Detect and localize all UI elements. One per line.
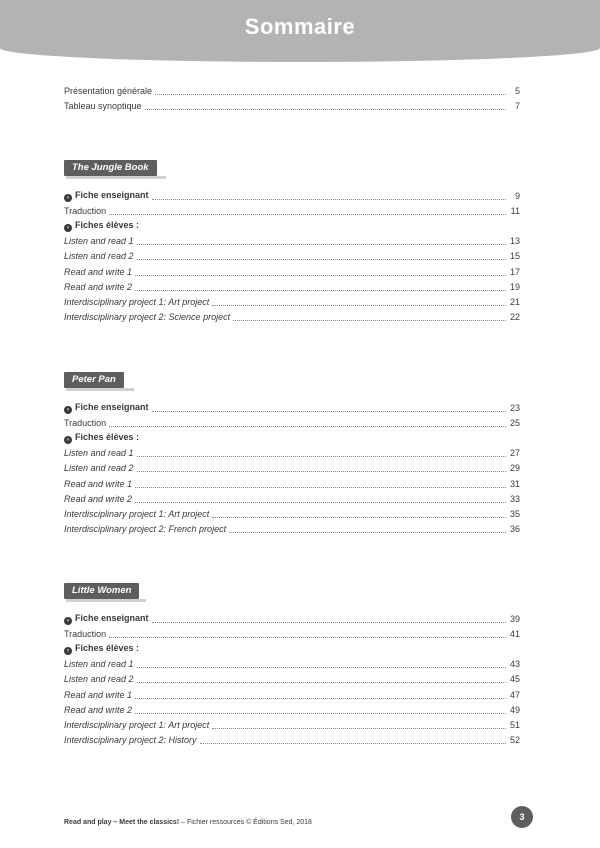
- dot-leader: [145, 108, 506, 110]
- dot-leader: [200, 742, 506, 744]
- arrow-right-icon: ›: [64, 617, 72, 625]
- toc-entry-label: Fiche enseignant: [75, 190, 149, 201]
- toc-entry[interactable]: [64, 670, 520, 685]
- page-title: Sommaire: [244, 14, 356, 39]
- toc-entry-page: 47: [509, 689, 520, 700]
- toc-subheading: [64, 217, 520, 232]
- toc-entry-label: Traduction: [64, 206, 107, 217]
- toc-entry-label: Read and write 2: [64, 281, 133, 292]
- toc-entry-label: Fiche enseignant: [75, 402, 149, 413]
- toc-entry[interactable]: [64, 459, 520, 474]
- toc-entry-page: 45: [509, 674, 520, 685]
- toc-entry[interactable]: [64, 247, 520, 262]
- dot-leader: [135, 712, 506, 714]
- toc-entry-label: Read and write 2: [64, 493, 133, 504]
- toc-entry-label: Read and write 1: [64, 266, 133, 277]
- toc-entry-page: 39: [509, 614, 520, 625]
- section-list-little-women: [64, 610, 520, 746]
- toc-entry-label: Interdisciplinary project 2: History: [64, 734, 197, 745]
- toc-entry-label: Read and write 2: [64, 704, 133, 715]
- toc-entry-page: 31: [509, 478, 520, 489]
- dot-leader: [135, 486, 506, 488]
- toc-entry-page: 23: [509, 403, 520, 414]
- dot-leader: [137, 681, 506, 683]
- toc-entry[interactable]: [64, 701, 520, 716]
- tag-underline: [66, 388, 134, 391]
- toc-entry[interactable]: [64, 685, 520, 700]
- toc-entry[interactable]: [64, 655, 520, 670]
- page-number-badge: 3: [511, 806, 533, 828]
- dot-leader: [109, 636, 506, 638]
- toc-entry[interactable]: [64, 625, 520, 640]
- toc-entry-label: Présentation générale: [64, 86, 153, 97]
- toc-entry[interactable]: [64, 232, 520, 247]
- toc-subheading-label: Fiches élèves :: [75, 220, 140, 231]
- toc-entry-label: Interdisciplinary project 2: Science project: [64, 311, 231, 322]
- dot-leader: [137, 666, 506, 668]
- toc-entry-page: 15: [509, 251, 520, 262]
- dot-leader: [233, 319, 506, 321]
- toc-entry[interactable]: [64, 505, 520, 520]
- footer-publisher: – Fichier ressources © Éditions Sed, 2018: [179, 819, 312, 826]
- section-list-peter-pan: [64, 399, 520, 535]
- toc-entry-page: 7: [514, 101, 520, 112]
- toc-entry-page: 41: [509, 629, 520, 640]
- toc-entry[interactable]: [64, 202, 520, 217]
- dot-leader: [229, 531, 506, 533]
- toc-entry[interactable]: [64, 293, 520, 308]
- page-header: [0, 0, 600, 62]
- toc-entry-label: Interdisciplinary project 1: Art project: [64, 508, 210, 519]
- toc-entry-page: 19: [509, 281, 520, 292]
- toc-entry[interactable]: [64, 716, 520, 731]
- dot-leader: [137, 470, 506, 472]
- toc-entry[interactable]: [64, 490, 520, 505]
- toc-entry[interactable]: [64, 399, 520, 414]
- tag-underline: [66, 176, 166, 179]
- toc-entry-label: Read and write 1: [64, 478, 133, 489]
- dot-leader: [152, 410, 506, 412]
- toc-entry[interactable]: [64, 731, 520, 746]
- footer-credit: [64, 819, 312, 826]
- dot-leader: [135, 289, 506, 291]
- arrow-right-icon: ›: [64, 194, 72, 202]
- toc-entry[interactable]: [64, 82, 520, 97]
- toc-entry[interactable]: [64, 97, 520, 112]
- toc-entry[interactable]: [64, 474, 520, 489]
- toc-entry-page: 13: [509, 236, 520, 247]
- dot-leader: [212, 304, 506, 306]
- toc-entry[interactable]: [64, 187, 520, 202]
- toc-entry[interactable]: [64, 308, 520, 323]
- toc-entry[interactable]: [64, 414, 520, 429]
- toc-entry-page: 51: [509, 719, 520, 730]
- toc-entry-page: 21: [509, 296, 520, 307]
- dot-leader: [109, 213, 506, 215]
- dot-leader: [109, 425, 506, 427]
- arrow-right-icon: ›: [64, 406, 72, 414]
- toc-entry-page: 52: [509, 734, 520, 745]
- dot-leader: [137, 258, 506, 260]
- dot-leader: [152, 621, 506, 623]
- toc-entry-page: 11: [510, 206, 520, 217]
- toc-entry-label: Tableau synoptique: [64, 101, 142, 112]
- toc-subheading-label: Fiches élèves :: [75, 432, 140, 443]
- toc-entry-page: 43: [509, 659, 520, 670]
- arrow-right-icon: ›: [64, 224, 72, 232]
- toc-entry-label: Interdisciplinary project 1: Art project: [64, 719, 210, 730]
- toc-entry[interactable]: [64, 444, 520, 459]
- toc-entry-label: Listen and read 1: [64, 236, 134, 247]
- arrow-right-icon: ›: [64, 436, 72, 444]
- toc-entry-page: 17: [509, 266, 520, 277]
- toc-entry-label: Read and write 1: [64, 689, 133, 700]
- toc-entry[interactable]: [64, 520, 520, 535]
- toc-entry-label: Interdisciplinary project 2: French project: [64, 523, 227, 534]
- dot-leader: [135, 697, 506, 699]
- dot-leader: [152, 198, 506, 200]
- arrow-right-icon: ›: [64, 647, 72, 655]
- dot-leader: [155, 93, 506, 95]
- toc-entry-page: 29: [509, 463, 520, 474]
- tag-underline: [66, 599, 146, 602]
- dot-leader: [135, 501, 506, 503]
- section-tag-peter-pan: Peter Pan: [64, 372, 124, 388]
- footer-series-title: Read and play – Meet the classics!: [64, 819, 180, 826]
- toc-entry-label: Listen and read 1: [64, 448, 134, 459]
- toc-entry-label: Listen and read 2: [64, 674, 134, 685]
- toc-entry-page: 33: [509, 493, 520, 504]
- section-tag-jungle-book: The Jungle Book: [64, 160, 157, 176]
- toc-entry-page: 49: [509, 704, 520, 715]
- toc-entry-page: 35: [509, 508, 520, 519]
- toc-entry-label: Fiche enseignant: [75, 613, 149, 624]
- toc-entry[interactable]: [64, 262, 520, 277]
- section-tag-little-women: Little Women: [64, 583, 139, 599]
- toc-entry-page: 27: [509, 448, 520, 459]
- toc-entry-page: 9: [514, 191, 520, 202]
- toc-entry[interactable]: [64, 278, 520, 293]
- toc-entry-label: Listen and read 2: [64, 251, 134, 262]
- dot-leader: [135, 274, 506, 276]
- toc-entry-page: 36: [509, 523, 520, 534]
- dot-leader: [212, 516, 506, 518]
- toc-entry-label: Traduction: [64, 629, 107, 640]
- dot-leader: [137, 455, 506, 457]
- toc-entry-page: 25: [509, 418, 520, 429]
- toc-subheading: [64, 640, 520, 655]
- toc-entry-page: 5: [514, 86, 520, 97]
- dot-leader: [137, 243, 506, 245]
- section-list-jungle-book: [64, 187, 520, 323]
- toc-entry-label: Listen and read 1: [64, 659, 134, 670]
- toc-subheading: [64, 429, 520, 444]
- intro-list: [64, 82, 520, 112]
- toc-entry-label: Listen and read 2: [64, 463, 134, 474]
- toc-entry-label: Traduction: [64, 418, 107, 429]
- toc-entry-label: Interdisciplinary project 1: Art project: [64, 296, 210, 307]
- dot-leader: [212, 727, 506, 729]
- toc-entry[interactable]: [64, 610, 520, 625]
- toc-entry-page: 22: [509, 311, 520, 322]
- toc-subheading-label: Fiches élèves :: [75, 643, 140, 654]
